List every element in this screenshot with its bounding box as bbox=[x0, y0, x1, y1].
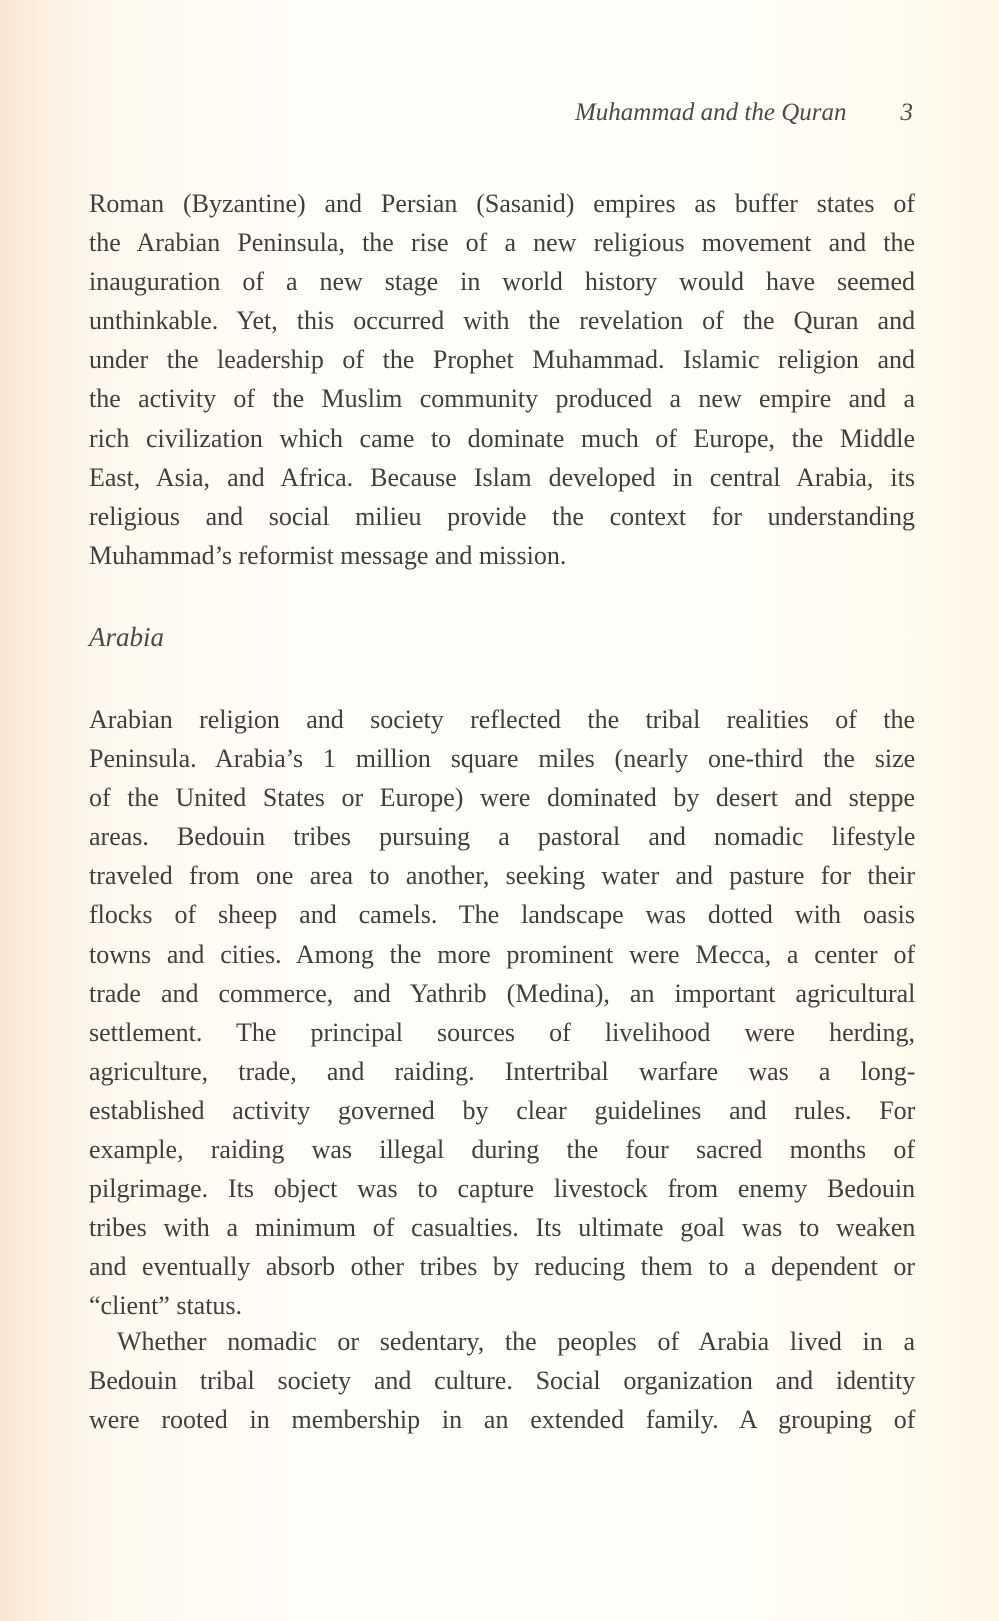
text-line: towns and cities. Among the more prominent were Mecca, a center of bbox=[89, 939, 916, 969]
paragraph bbox=[89, 1322, 915, 1439]
text-line: the activity of the Muslim community produced a new empire and a bbox=[89, 384, 915, 414]
text-line: of the United States or Europe) were dominated by desert and steppe bbox=[89, 783, 915, 813]
page-number: 3 bbox=[900, 99, 913, 126]
paragraph bbox=[89, 184, 915, 575]
text-line: traveled from one area to another, seeking water and pasture for their bbox=[89, 861, 915, 891]
text-line: Bedouin tribal society and culture. Social organization and identity bbox=[89, 1366, 916, 1396]
text-line: pilgrimage. Its object was to capture livestock from enemy Bedouin bbox=[89, 1174, 916, 1204]
text-line: agriculture, trade, and raiding. Intertribal warfare was a long- bbox=[89, 1056, 916, 1086]
text-line: “client” status. bbox=[89, 1291, 243, 1321]
text-line: were rooted in membership in an extended family. A grouping of bbox=[89, 1405, 916, 1435]
text-line: areas. Bedouin tribes pursuing a pastoral and nomadic lifestyle bbox=[89, 822, 916, 852]
text-line: Muhammad’s reformist message and mission. bbox=[89, 540, 567, 570]
text-line: flocks of sheep and camels. The landscape was dotted with oasis bbox=[89, 900, 915, 930]
running-title: Muhammad and the Quran bbox=[574, 99, 847, 126]
text-line: religious and social milieu provide the context for understanding bbox=[89, 501, 915, 531]
text-line: under the leadership of the Prophet Muhammad. Islamic religion and bbox=[89, 345, 915, 375]
text-line: example, raiding was illegal during the four sacred months of bbox=[89, 1135, 915, 1165]
text-line: settlement. The principal sources of livelihood were herding, bbox=[89, 1017, 915, 1047]
text-line: unthinkable. Yet, this occurred with the revelation of the Quran and bbox=[89, 306, 916, 336]
text-line: Whether nomadic or sedentary, the peoples of Arabia lived in a bbox=[117, 1327, 916, 1356]
text-line: the Arabian Peninsula, the rise of a new religious movement and the bbox=[89, 228, 916, 258]
text-line: and eventually absorb other tribes by reducing them to a dependent or bbox=[89, 1252, 916, 1282]
section-heading: Arabia bbox=[89, 622, 165, 652]
text-line: established activity governed by clear guidelines and rules. For bbox=[89, 1095, 916, 1125]
text-line: Peninsula. Arabia’s 1 million square miles (nearly one-third the size bbox=[89, 744, 916, 774]
text-line: inauguration of a new stage in world history would have seemed bbox=[89, 267, 915, 297]
text-line: trade and commerce, and Yathrib (Medina), an important agricultural bbox=[89, 978, 916, 1008]
text-line: Roman (Byzantine) and Persian (Sasanid) empires as buffer states of bbox=[89, 189, 916, 218]
text-line: East, Asia, and Africa. Because Islam developed in central Arabia, its bbox=[89, 462, 915, 492]
text-line: Arabian religion and society reflected the tribal realities of the bbox=[89, 705, 915, 734]
text-line: rich civilization which came to dominate much of Europe, the Middle bbox=[89, 423, 915, 453]
running-header bbox=[0, 98, 913, 128]
paragraph bbox=[89, 700, 915, 1326]
text-line: tribes with a minimum of casualties. Its ultimate goal was to weaken bbox=[89, 1213, 916, 1243]
